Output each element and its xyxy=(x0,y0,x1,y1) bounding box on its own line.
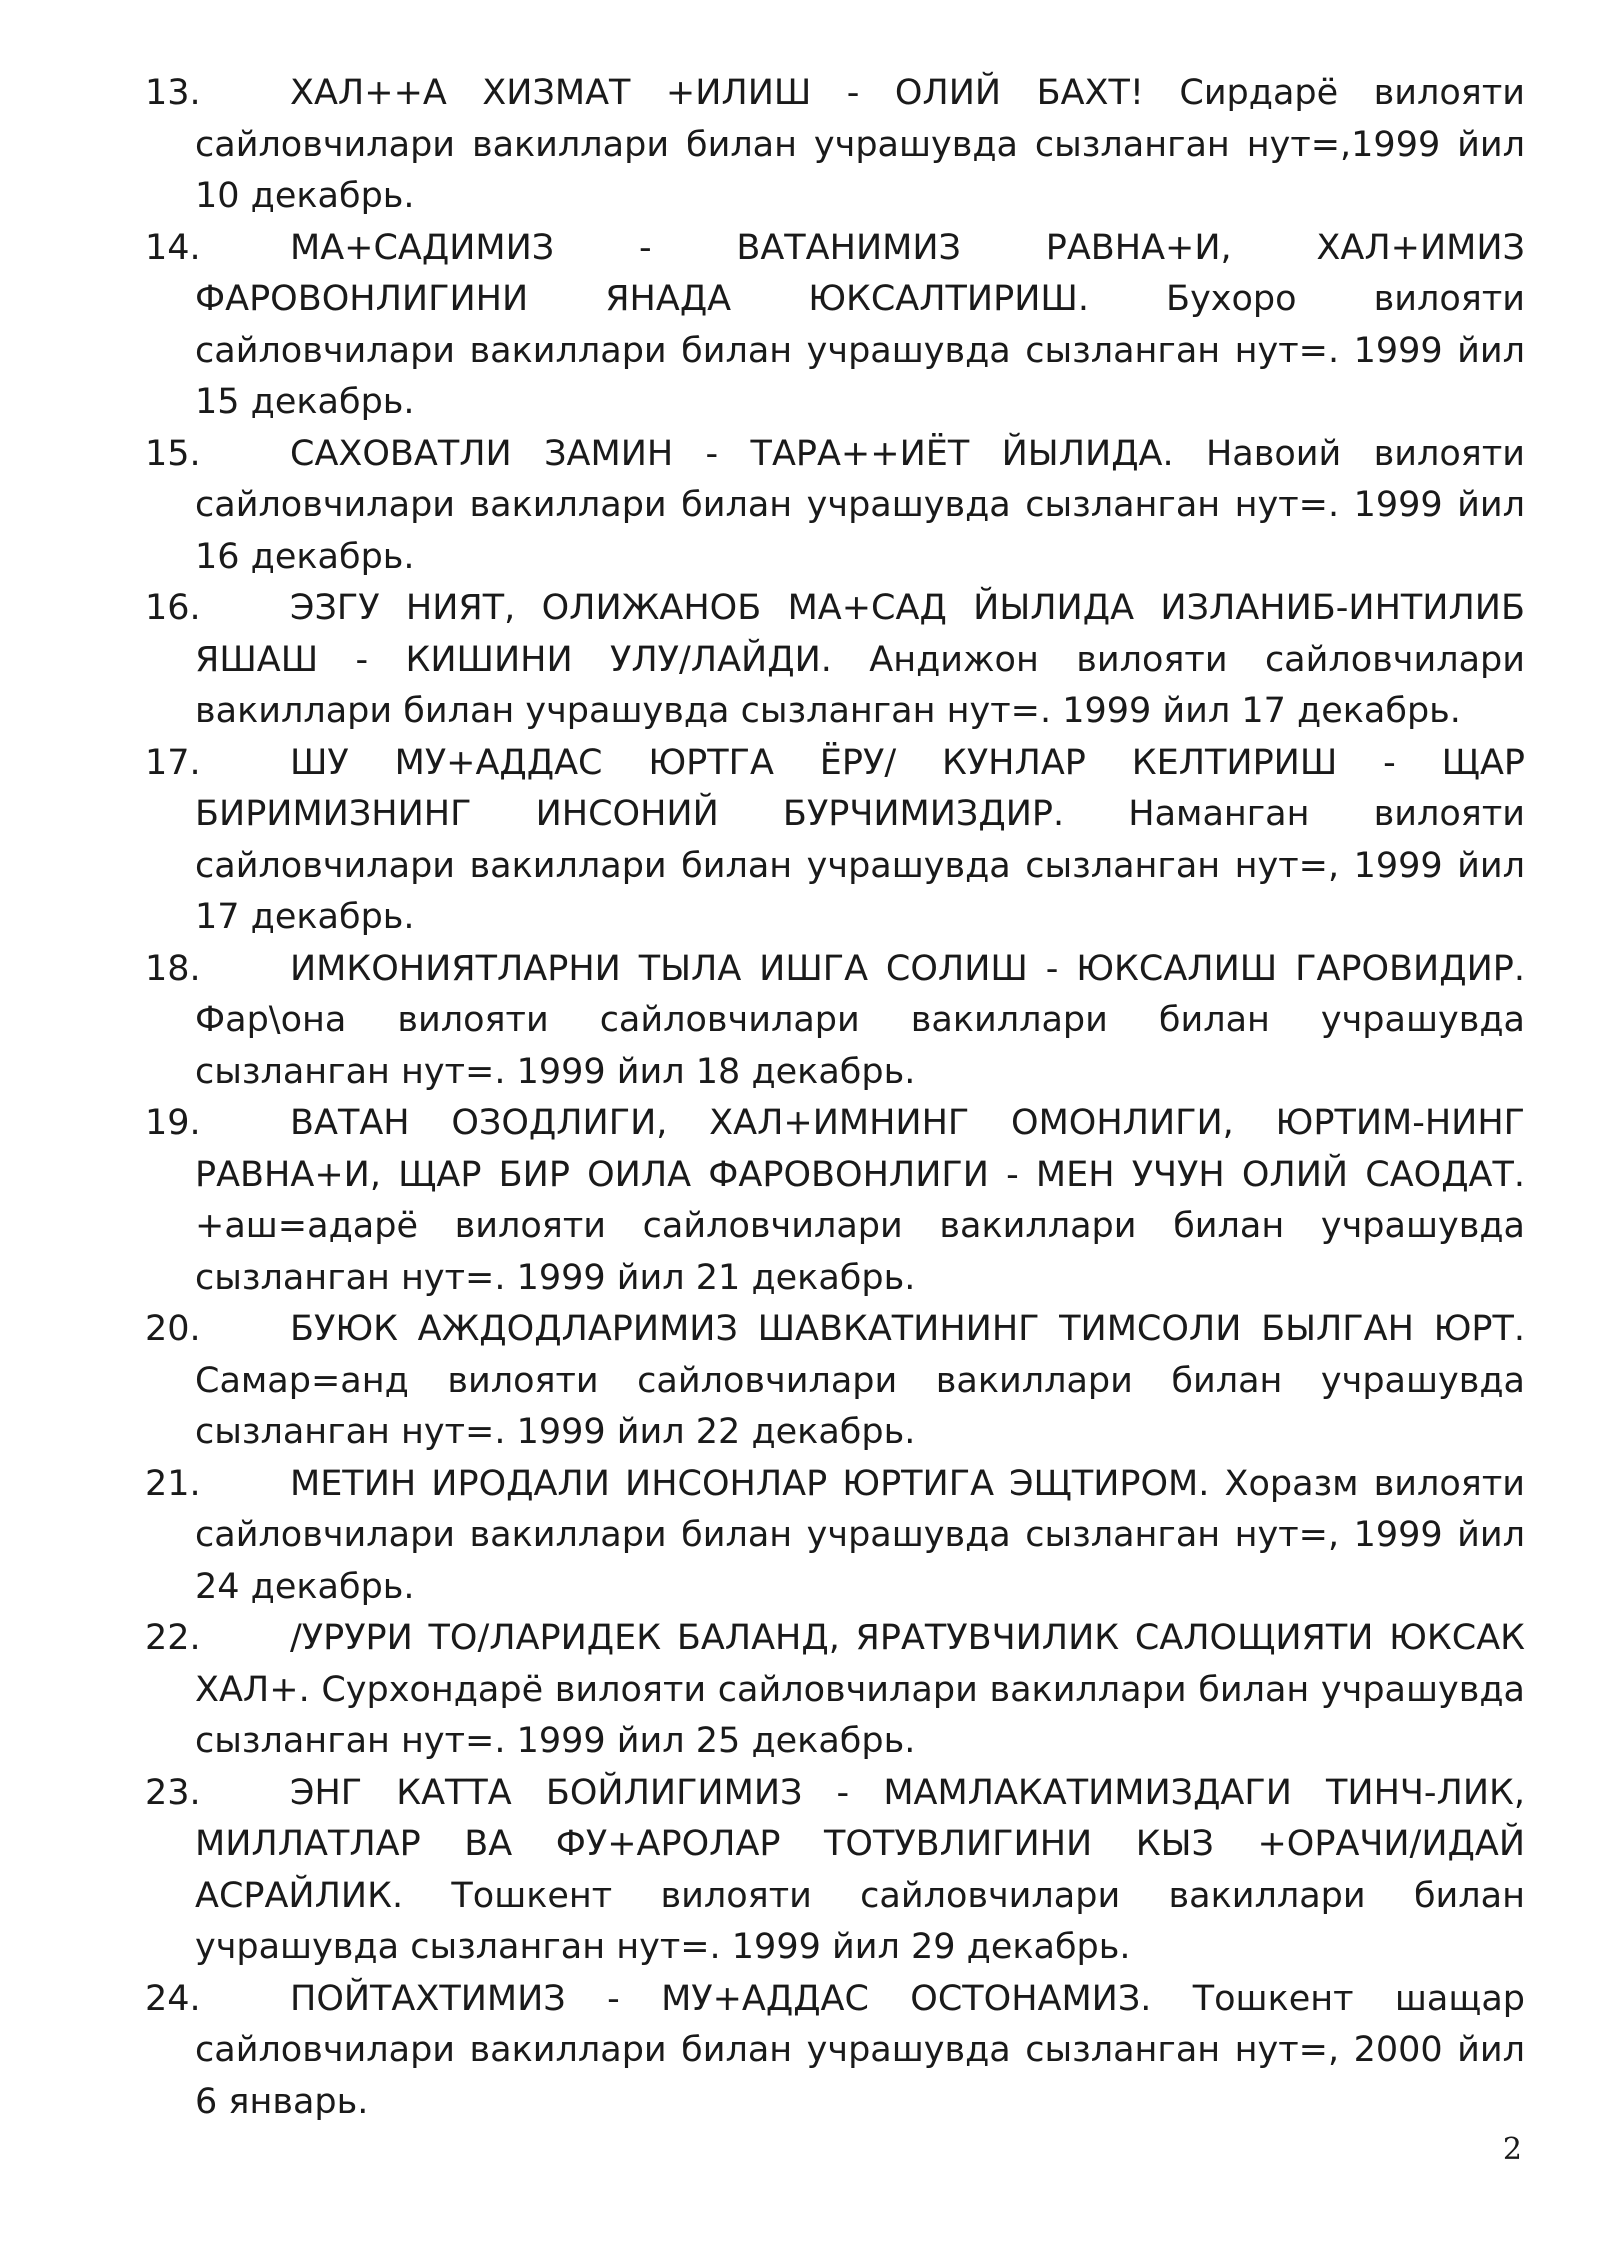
item-text: ЭЗГУ НИЯТ, ОЛИЖАНОБ МА+САД ЙЫЛИДА ИЗЛАНИБ-ИНТИЛИБ ЯШАШ - КИШИНИ УЛУ/ЛАЙДИ. Андижон вилояти сайловчилари вакиллари билан учрашувда сызланган нут=. 1999 йил 17 декабрь. xyxy=(195,588,1525,731)
item-number: 21. xyxy=(145,1463,201,1504)
item-text: ХАЛ++А ХИЗМАТ +ИЛИШ - ОЛИЙ БАХТ! Сирдарё вилояти сайловчилари вакиллари билан учрашувда сызланган нут=,1999 йил 10 декабрь. xyxy=(195,73,1525,216)
list-item xyxy=(145,68,1525,223)
item-number: 14. xyxy=(145,227,201,268)
item-number: 24. xyxy=(145,1978,201,2019)
item-number: 19. xyxy=(145,1103,201,1143)
item-text: МЕТИН ИРОДАЛИ ИНСОНЛАР ЮРТИГА ЭЩТИРОМ. Хоразм вилояти сайловчилари вакиллари билан учрашувда сызланган нут=, 1999 йил 24 декабрь. xyxy=(195,1463,1525,1607)
item-text: ПОЙТАХТИМИЗ - МУ+АДДАС ОСТОНАМИЗ. Тошкент шащар сайловчилари вакиллари билан учрашувда сызланган нут=, 2000 йил 6 январь. xyxy=(195,1978,1525,2122)
item-number: 22. xyxy=(145,1618,201,1658)
list-item xyxy=(145,223,1525,429)
list-item xyxy=(145,944,1525,1099)
item-text: ИМКОНИЯТЛАРНИ ТЫЛА ИШГА СОЛИШ - ЮКСАЛИШ ГАРОВИДИР. Фар\она вилояти сайловчилари вакиллари билан учрашувда сызланган нут=. 1999 йил 18 декабрь. xyxy=(195,948,1525,1092)
list-item xyxy=(145,1459,1525,1614)
item-text: ВАТАН ОЗОДЛИГИ, ХАЛ+ИМНИНГ ОМОНЛИГИ, ЮРТИМ-НИНГ РАВНА+И, ЩАР БИР ОИЛА ФАРОВОНЛИГИ - МЕН УЧУН ОЛИЙ САОДАТ. +аш=адарё вилояти сайловчилари вакиллари билан учрашувда сызланган нут=. 1999 йил 21 декабрь. xyxy=(195,1103,1525,1298)
list-item xyxy=(145,429,1525,584)
item-number: 13. xyxy=(145,73,201,113)
item-text: БУЮК АЖДОДЛАРИМИЗ ШАВКАТИНИНГ ТИМСОЛИ БЫЛГАН ЮРТ. Самар=анд вилояти сайловчилари вакиллари билан учрашувда сызланган нут=. 1999 йил 22 декабрь. xyxy=(195,1309,1525,1452)
list-item xyxy=(145,1974,1525,2129)
item-text: МА+САДИМИЗ - ВАТАНИМИЗ РАВНА+И, ХАЛ+ИМИЗ ФАРОВОНЛИГИНИ ЯНАДА ЮКСАЛТИРИШ. Бухоро вилояти сайловчилари вакиллари билан учрашувда сызланган нут=. 1999 йил 15 декабрь. xyxy=(195,227,1525,422)
item-text: /УРУРИ ТО/ЛАРИДЕК БАЛАНД, ЯРАТУВЧИЛИК САЛОЩИЯТИ ЮКСАК ХАЛ+. Сурхондарё вилояти сайловчилари вакиллари билан учрашувда сызланган нут=. 1999 йил 25 декабрь. xyxy=(195,1618,1525,1761)
item-number: 16. xyxy=(145,588,201,628)
item-text: ШУ МУ+АДДАС ЮРТГА ЁРУ/ КУНЛАР КЕЛТИРИШ - ЩАР БИРИМИЗНИНГ ИНСОНИЙ БУРЧИМИЗДИР. Наманган вилояти сайловчилари вакиллари билан учрашувда сызланган нут=, 1999 йил 17 декабрь. xyxy=(195,742,1525,937)
list-item xyxy=(145,1304,1525,1459)
item-number: 18. xyxy=(145,948,201,989)
item-number: 20. xyxy=(145,1309,201,1349)
list-item xyxy=(145,1613,1525,1768)
list-item xyxy=(145,738,1525,944)
list-item xyxy=(145,1098,1525,1304)
list-item xyxy=(145,583,1525,738)
item-number: 23. xyxy=(145,1772,201,1813)
item-number: 15. xyxy=(145,433,201,474)
page-number: 2 xyxy=(1502,2132,1522,2167)
item-number: 17. xyxy=(145,742,201,783)
bibliography-list xyxy=(145,68,1525,2128)
item-text: ЭНГ КАТТА БОЙЛИГИМИЗ - МАМЛАКАТИМИЗДАГИ ТИНЧ-ЛИК, МИЛЛАТЛАР ВА ФУ+АРОЛАР ТОТУВЛИГИНИ КЫЗ +ОРАЧИ/ИДАЙ АСРАЙЛИК. Тошкент вилояти сайловчилари вакиллари билан учрашувда сызланган нут=. 1999 йил 29 декабрь. xyxy=(195,1772,1525,1967)
item-text: САХОВАТЛИ ЗАМИН - ТАРА++ИЁТ ЙЫЛИДА. Навоий вилояти сайловчилари вакиллари билан учрашувда сызланган нут=. 1999 йил 16 декабрь. xyxy=(195,433,1525,577)
list-item xyxy=(145,1768,1525,1974)
